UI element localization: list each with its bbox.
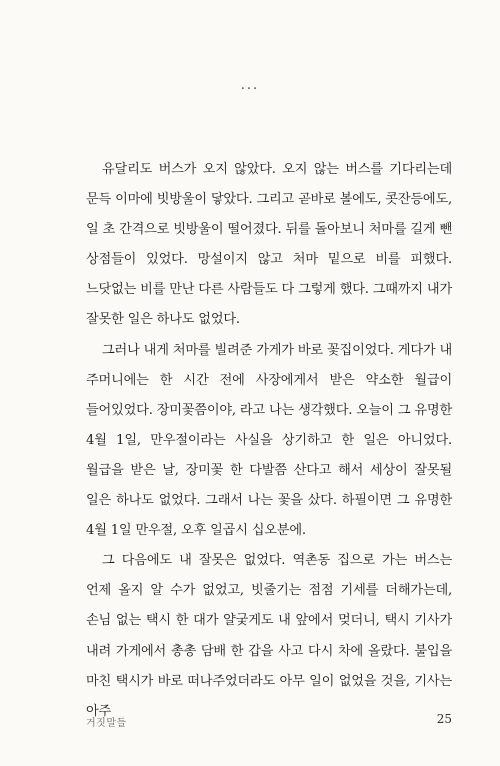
body-text xyxy=(86,155,452,727)
section-separator: ... xyxy=(240,78,260,93)
page-number: 25 xyxy=(436,712,452,726)
paragraph: 그러나 내게 처마를 빌려준 가게가 바로 꽃집이었다. 게다가 내 주머니에는 한 시간 전에 사장에게서 받은 약소한 월급이 들어있었다. 장미꽃쯤이야, 라고 나는 생각했다. 오늘이 그 유명한 4월 1일, 만우절이라는 사실을 상기하고 한 일은 아니었다. 월급을 받은 날, 장미꽃 한 다발쯤 산다고 해서 세상이 잘못될 일은 하나도 없었다. 그래서 나는 꽃을 샀다. 하필이면 그 유명한 4월 1일 만우절, 오후 일곱시 십오분에. xyxy=(86,342,452,539)
running-footer-title: 거짓말들 xyxy=(86,718,127,729)
paragraph: 유달리도 버스가 오지 않았다. 오지 않는 버스를 기다리는데 문득 이마에 빗방울이 닿았다. 그리고 곧바로 볼에도, 콧잔등에도, 일 초 간격으로 빗방울이 떨어졌다. 뒤를 돌아보니 처마를 길게 뺀 상점들이 있었다. 망설이지 않고 처마 밑으로 비를 피했다. 느닷없는 비를 만난 다른 사람들도 다 그렇게 했다. 그때까지 내가 잘못한 일은 하나도 없었다. xyxy=(86,162,452,328)
paragraph: 그 다음에도 내 잘못은 없었다. 역촌동 집으로 가는 버스는 언제 올지 알 수가 없었고, 빗줄기는 점점 기세를 더해가는데, 손님 없는 택시 한 대가 얄궂게도 내 앞에서 멎더니, 택시 기사가 내려 가게에서 총총 담배 한 갑을 사고 다시 차에 올랐다. 불입을 마친 택시가 바로 떠나주었더라도 아무 일이 없었을 것을, 기사는 아주 xyxy=(86,553,452,719)
